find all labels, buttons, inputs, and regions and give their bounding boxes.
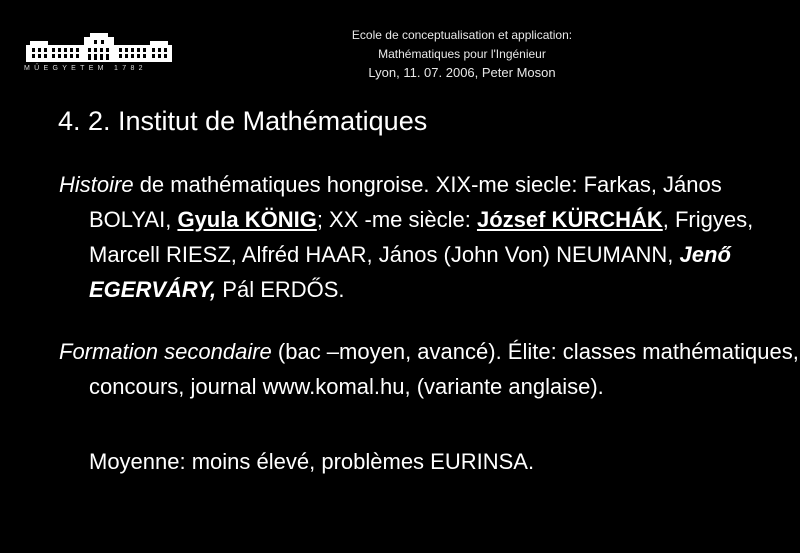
histoire-text-2: ; XX -me siècle: — [316, 207, 477, 232]
name-jozsef-kurchak: József KÜRCHÁK — [476, 207, 663, 232]
formation-text: (bac –moyen, avancé). Élite: classes mathématiques, concours, journal www.komal.hu, (variante anglaise). — [89, 339, 799, 399]
name-jeno-egervary: Jenő EGERVÁRY, — [89, 242, 731, 302]
moyenne-text: Moyenne: moins élevé, problèmes EURINSA. — [89, 449, 535, 474]
histoire-text-4: Pál ERDŐS. — [216, 277, 345, 302]
formation-lead: Formation secondaire — [59, 339, 272, 364]
slide-title: 4. 2. Institut de Mathématiques — [58, 106, 428, 136]
slide-header — [322, 26, 602, 82]
histoire-lead: Histoire — [59, 172, 134, 197]
logo-text: MŰEGYETEM 1782 — [24, 65, 147, 72]
university-logo — [24, 33, 174, 75]
paragraph-histoire — [59, 167, 800, 307]
histoire-text-3: , Frigyes, Marcell RIESZ, Alfréd HAAR, János (John Von) NEUMANN, — [89, 207, 754, 267]
paragraph-moyenne — [59, 444, 800, 479]
university-building-icon — [24, 33, 174, 63]
header-school-name: Ecole de conceptualisation et application: — [351, 28, 573, 42]
header-place-date-author: Lyon, 11. 07. 2006, Peter Moson — [368, 65, 556, 80]
name-gyula-konig: Gyula KÖNIG — [177, 207, 317, 232]
header-course-name: Mathématiques pour l'Ingénieur — [378, 47, 546, 61]
paragraph-formation — [59, 334, 800, 404]
histoire-text-1: de mathématiques hongroise. XIX-me siecle: Farkas, János BOLYAI, — [89, 172, 722, 232]
